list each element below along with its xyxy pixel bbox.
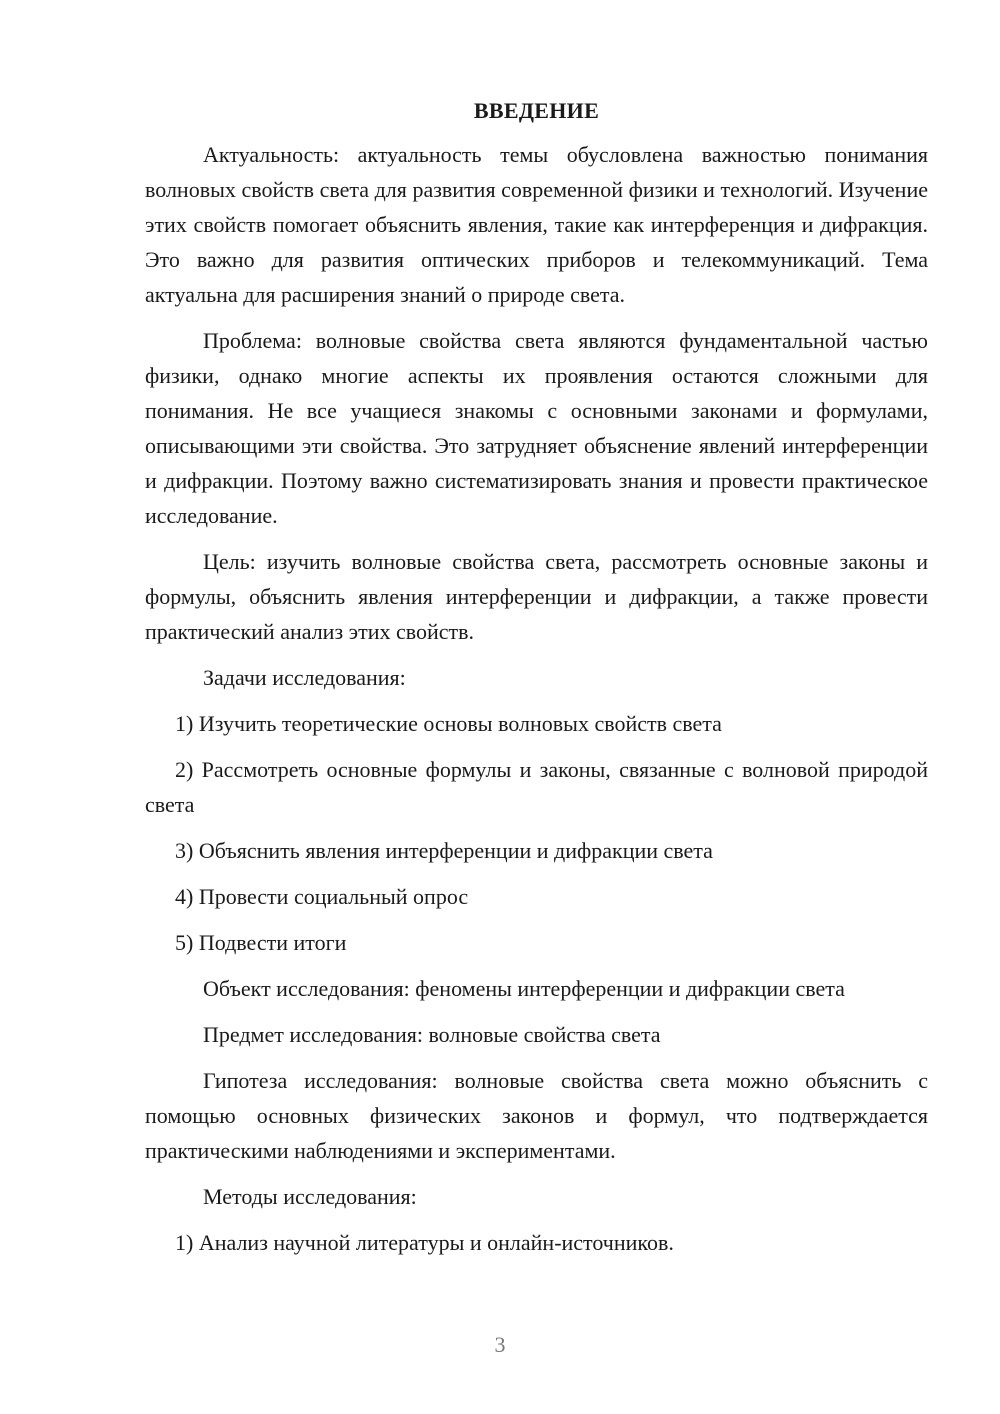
page-number: 3 xyxy=(494,1332,506,1357)
problem-paragraph: Проблема: волновые свойства света являются фундаментальной частью физики, однако многие аспекты их проявления остаются сложными для понимания. Не все учащиеся знакомы с основными законами и формулами, описывающими эти свойства. Это затрудняет объяснение явлений интерференции и дифракции. Поэтому важно систематизировать знания и провести практическое исследование. xyxy=(145,328,928,528)
subject-paragraph: Предмет исследования: волновые свойства света xyxy=(203,1022,661,1047)
task-item: 3) Объяснить явления интерференции и дифракции света xyxy=(175,838,713,863)
relevance-paragraph: Актуальность: актуальность темы обусловлена важностью понимания волновых свойств света для развития современной физики и технологий. Изучение этих свойств помогает объяснить явления, такие как интерференция и дифракция. Это важно для развития оптических приборов и телекоммуникаций. Тема актуальна для расширения знаний о природе света. xyxy=(145,142,928,307)
goal-paragraph: Цель: изучить волновые свойства света, рассмотреть основные законы и формулы, объяснить явления интерференции и дифракции, а также провести практический анализ этих свойств. xyxy=(145,549,928,644)
task-item: 2) Рассмотреть основные формулы и законы, связанные с волновой природой света xyxy=(145,757,928,817)
methods-title: Методы исследования: xyxy=(203,1184,417,1209)
section-heading: ВВЕДЕНИЕ xyxy=(473,98,600,123)
tasks-title: Задачи исследования: xyxy=(203,665,406,690)
object-paragraph: Объект исследования: феномены интерференции и дифракции света xyxy=(203,976,845,1001)
method-item: 1) Анализ научной литературы и онлайн-источников. xyxy=(175,1230,674,1255)
hypothesis-paragraph: Гипотеза исследования: волновые свойства света можно объяснить с помощью основных физических законов и формул, что подтверждается практическими наблюдениями и экспериментами. xyxy=(145,1068,928,1163)
task-item: 4) Провести социальный опрос xyxy=(175,884,469,909)
task-item: 1) Изучить теоретические основы волновых свойств света xyxy=(175,711,722,736)
page-content xyxy=(145,96,928,1271)
task-item: 5) Подвести итоги xyxy=(175,930,347,955)
